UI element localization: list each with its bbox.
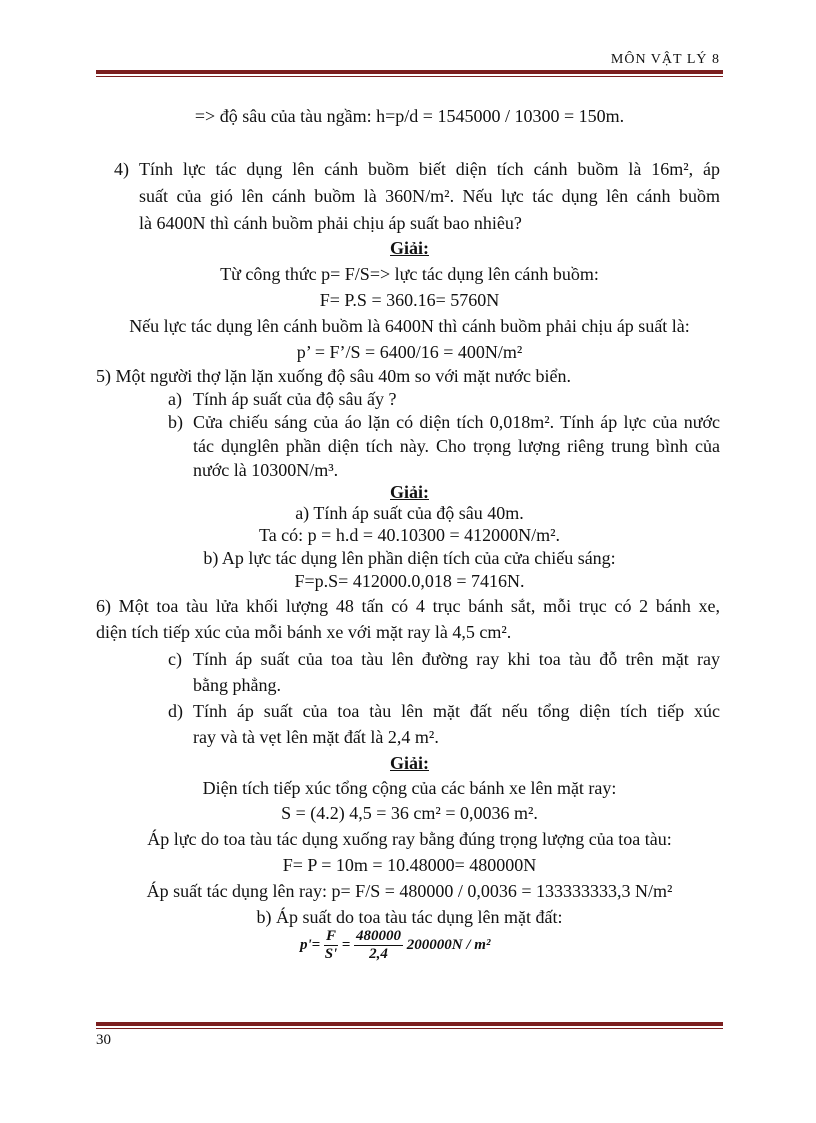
formula-lhs: p'= — [300, 936, 321, 953]
answer-depth-line: => độ sâu của tàu ngầm: h=p/d = 1545000 / 10300 = 150m. — [194, 106, 625, 126]
page-number: 30 — [96, 1032, 111, 1048]
question-4-line-2: suất của gió lên cánh buồm là 360N/m². Nếu lực tác dụng lên cánh buồm — [139, 186, 720, 206]
footer-rule-thin — [96, 1028, 723, 1029]
solution-heading-3: Giải: — [390, 753, 429, 773]
solution-6-line-4: F= P = 10m = 10.48000= 480000N — [282, 855, 537, 875]
question-5a-label: a) — [168, 389, 182, 409]
question-6d-label: d) — [168, 701, 183, 721]
solution-4-line-3: Nếu lực tác dụng lên cánh buồm là 6400N thì cánh buồm phải chịu áp suất là: — [129, 316, 690, 336]
question-6d-line-1: Tính áp suất của toa tàu lên mặt đất nếu tổng diện tích tiếp xúc — [193, 701, 720, 721]
question-5b-label: b) — [168, 412, 183, 432]
solution-5-line-2: Ta có: p = h.d = 40.10300 = 412000N/m². — [258, 525, 561, 545]
question-6-line-2: diện tích tiếp xúc của mỗi bánh xe với mặt ray là 4,5 cm². — [96, 622, 512, 642]
question-6c-line-1: Tính áp suất của toa tàu lên đường ray khi toa tàu đỗ trên mặt ray — [193, 649, 720, 669]
formula-equals: = — [341, 936, 351, 953]
formula-numerator-2: 480000 — [356, 928, 402, 944]
solution-4-line-4: p’ = F’/S = 6400/16 = 400N/m² — [296, 342, 523, 362]
question-6c-line-2: bằng phẳng. — [193, 675, 281, 695]
solution-4-line-2: F= P.S = 360.16= 5760N — [319, 290, 500, 310]
solution-5-line-3: b) Ap lực tác dụng lên phần diện tích của cửa chiếu sáng: — [203, 548, 616, 568]
solution-6-line-3: Áp lực do toa tàu tác dụng xuống ray bằng đúng trọng lượng của toa tàu: — [147, 829, 672, 849]
question-5b-line-2: tác dụnglên phần diện tích này. Cho trọng lượng riêng trung bình của — [193, 436, 720, 456]
question-6d-line-2: ray và tà vẹt lên mặt đất là 2,4 m². — [193, 727, 439, 747]
question-4-line-1: Tính lực tác dụng lên cánh buồm biết diện tích cánh buồm là 16m², áp — [139, 159, 720, 179]
solution-6-line-5: Áp suất tác dụng lên ray: p= F/S = 480000 / 0,0036 = 133333333,3 N/m² — [146, 881, 673, 901]
formula-numerator-1: F — [325, 928, 336, 944]
header-title: MÔN VẬT LÝ 8 — [610, 52, 720, 67]
question-6-line-1: 6) Một toa tàu lửa khối lượng 48 tấn có 4 trục bánh sắt, mỗi trục có 2 bánh xe, — [96, 596, 720, 616]
header-rule — [96, 70, 723, 74]
question-5b-line-1: Cửa chiếu sáng của áo lặn có diện tích 0,018m². Tính áp lực của nước — [193, 412, 720, 432]
question-5a-text: Tính áp suất của độ sâu ấy ? — [193, 389, 397, 409]
question-5-line: 5) Một người thợ lặn lặn xuống độ sâu 40m so với mặt nước biển. — [96, 366, 572, 386]
formula-rhs: 200000N / m² — [406, 936, 491, 953]
question-4-number: 4) — [114, 159, 129, 179]
solution-heading-1: Giải: — [390, 238, 429, 258]
pressure-formula — [300, 928, 490, 963]
question-6c-label: c) — [168, 649, 182, 669]
question-5b-line-3: nước là 10300N/m³. — [193, 460, 339, 480]
header-rule-thin — [96, 76, 723, 77]
solution-5-line-1: a) Tính áp suất của độ sâu 40m. — [295, 503, 524, 523]
solution-5-line-4: F=p.S= 412000.0,018 = 7416N. — [294, 571, 525, 591]
solution-4-line-1: Từ công thức p= F/S=> lực tác dụng lên cánh buồm: — [220, 264, 599, 284]
question-4-line-3: là 6400N thì cánh buồm phải chịu áp suất bao nhiêu? — [139, 213, 522, 233]
formula-denominator-1: S' — [324, 946, 338, 962]
solution-6-line-1: Diện tích tiếp xúc tổng cộng của các bánh xe lên mặt ray: — [202, 778, 617, 798]
formula-denominator-2: 2,4 — [369, 946, 388, 962]
solution-heading-2: Giải: — [390, 482, 429, 502]
formula-fraction-2 — [354, 928, 403, 963]
solution-6-line-6: b) Áp suất do toa tàu tác dụng lên mặt đất: — [256, 907, 563, 927]
solution-6-line-2: S = (4.2) 4,5 = 36 cm² = 0,0036 m². — [281, 803, 538, 823]
formula-fraction-1 — [324, 928, 338, 963]
footer-rule — [96, 1022, 723, 1026]
